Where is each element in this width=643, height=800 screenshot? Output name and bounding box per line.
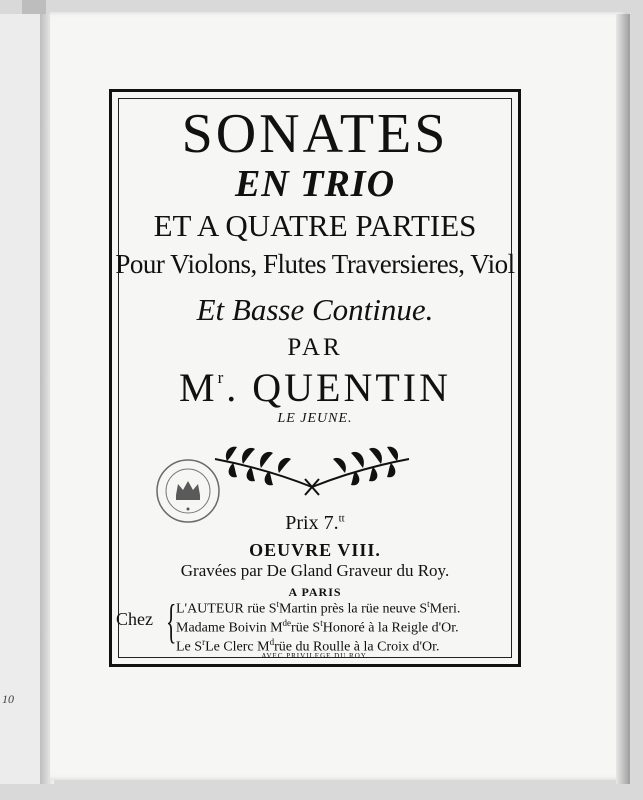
subtitle-quatre-parties: ET A QUATRE PARTIES: [153, 208, 477, 243]
price-sup: tt: [338, 512, 345, 525]
price-text: Prix 7.: [285, 512, 339, 534]
instruments: Pour Violons, Flutes Traversieres, Viol: [115, 249, 515, 279]
author-prefix-sup: r: [217, 368, 227, 387]
address-brace: {: [166, 595, 177, 648]
address-2-a: Madame Boivin M: [176, 620, 283, 636]
address-line-2: [176, 618, 459, 637]
engraver-line: Gravées par De Gland Graveur du Roy.: [180, 561, 450, 580]
address-1-c: Meri.: [429, 601, 461, 617]
basse-continue: Et Basse Continue.: [196, 292, 434, 327]
title: SONATES: [181, 103, 449, 165]
address-3-c: rüe du Roulle à la Croix d'Or.: [274, 639, 440, 655]
address-2-sup: de: [282, 618, 292, 628]
author-suffix: LE JEUNE.: [277, 411, 353, 426]
margin-note: 10: [2, 692, 14, 706]
address-2-b: rüe S: [291, 620, 321, 636]
privilege-line: AVEC PRIVILEGE DU ROY.: [261, 652, 369, 660]
laurel-branches-icon: [207, 437, 417, 499]
address-2-sup2: t: [320, 618, 323, 628]
price: [112, 512, 518, 535]
address-1-a: L'AUTEUR rüe S: [176, 601, 277, 617]
par: PAR: [287, 334, 343, 361]
address-3-a: Le S: [176, 639, 203, 655]
oeuvre-number: OEUVRE VIII.: [249, 540, 381, 560]
author-name: . QUENTIN: [226, 365, 451, 410]
author-prefix: M: [179, 365, 218, 410]
chez-label: Chez: [116, 609, 153, 629]
address-3-sup2: d: [269, 637, 275, 647]
address-1-b: Martin près la rüe neuve S: [279, 601, 428, 617]
city: A PARIS: [288, 585, 342, 599]
address-3-sup: r: [202, 637, 206, 647]
address-1-sup: t: [276, 599, 280, 609]
address-2-c: Honoré à la Reigle d'Or.: [322, 620, 459, 636]
address-1-sup2: t: [427, 599, 430, 609]
page-tab: [22, 0, 46, 14]
address-3-b: Le Clerc M: [205, 639, 270, 655]
page-edge: [616, 14, 630, 784]
address-line-1: [176, 599, 460, 618]
subtitle-en-trio: EN TRIO: [234, 163, 396, 205]
title-frame: [109, 89, 521, 667]
author: [112, 364, 518, 411]
